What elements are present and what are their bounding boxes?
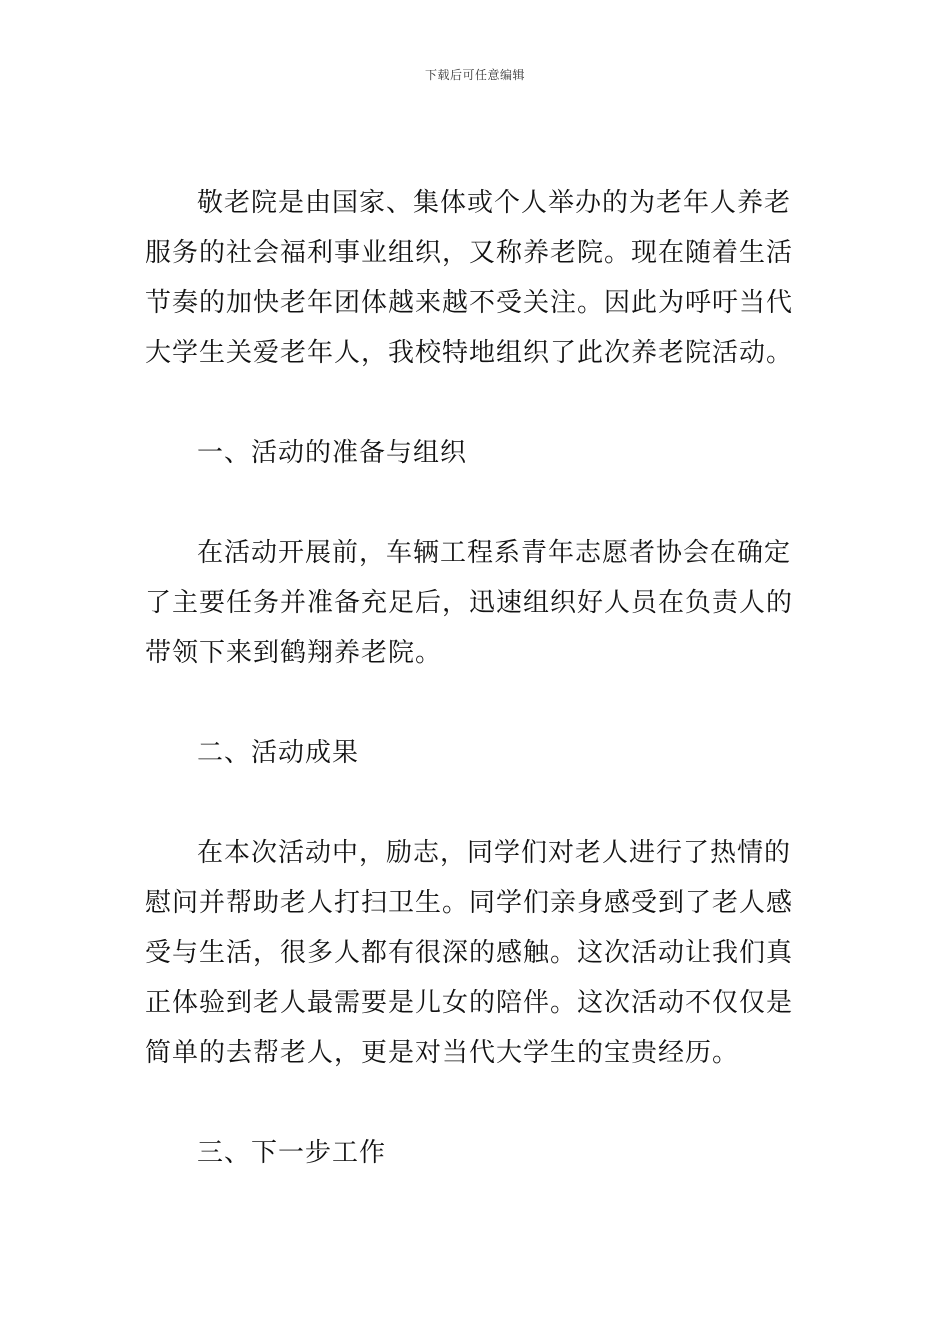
intro-paragraph: 敬老院是由国家、集体或个人举办的为老年人养老服务的社会福利事业组织，又称养老院。现在随着生活节奏的加快老年团体越来越不受关注。因此为呼吁当代大学生关爱老年人，我校特地组织了此次养老院活动。	[145, 188, 794, 368]
spacer	[145, 678, 805, 728]
document-body	[145, 178, 805, 1178]
section-3-heading: 三、下一步工作	[197, 1138, 387, 1168]
section-1-paragraph: 在活动开展前，车辆工程系青年志愿者协会在确定了主要任务并准备充足后，迅速组织好人员在负责人的带领下来到鹤翔养老院。	[145, 538, 794, 668]
section-2-paragraph: 在本次活动中，励志，同学们对老人进行了热情的慰问并帮助老人打扫卫生。同学们亲身感受到了老人感受与生活，很多人都有很深的感触。这次活动让我们真正体验到老人最需要是儿女的陪伴。这次活动不仅仅是简单的去帮老人，更是对当代大学生的宝贵经历。	[145, 838, 794, 1068]
spacer	[145, 1078, 805, 1128]
page-header: 下载后可任意编辑	[424, 68, 525, 82]
section-1-heading: 一、活动的准备与组织	[197, 438, 468, 468]
spacer	[145, 778, 805, 828]
section-2-heading: 二、活动成果	[197, 738, 360, 768]
spacer	[145, 378, 805, 428]
spacer	[145, 478, 805, 528]
